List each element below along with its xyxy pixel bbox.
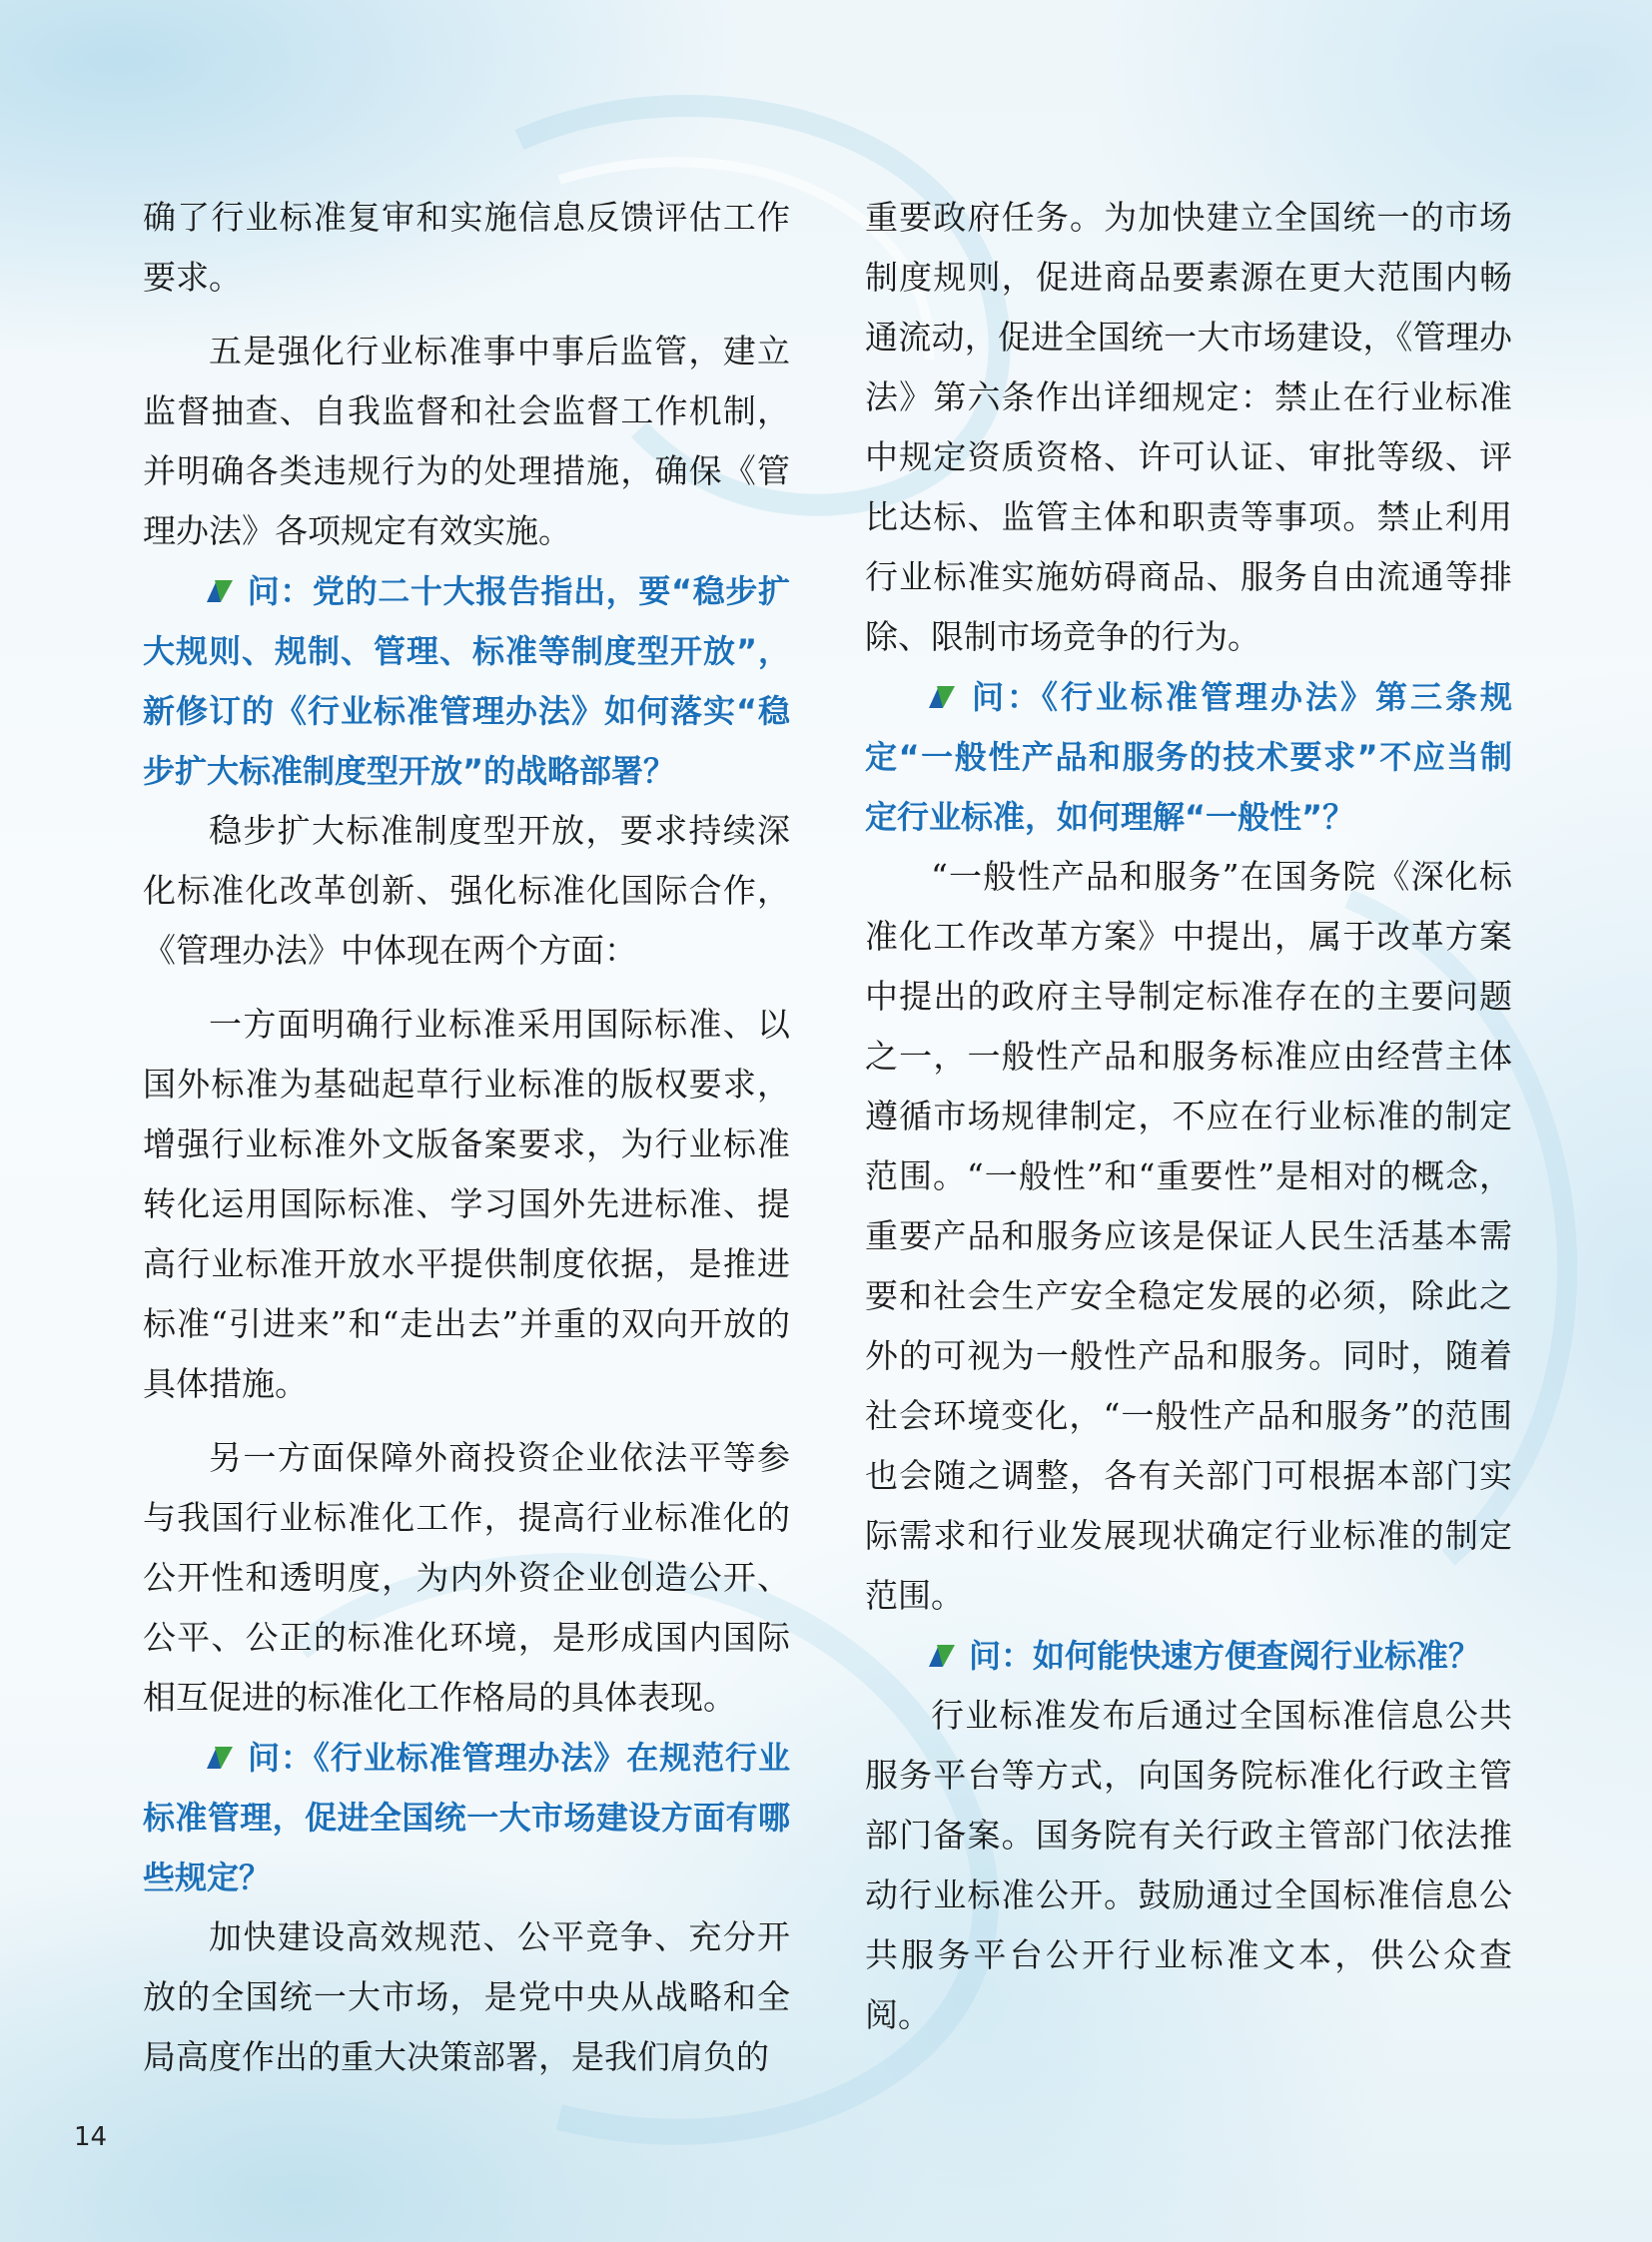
left-question-heading: [143, 561, 790, 801]
question-text: 问：《行业标准管理办法》在规范行业标准管理，促进全国统一大市场建设方面有哪些规定？: [143, 1739, 790, 1896]
left-body-paragraph: 稳步扩大标准制度型开放，要求持续深化标准化改革创新、强化标准化国际合作，《管理办法》中体现在两个方面：: [143, 811, 790, 970]
left-question-heading: [143, 1728, 790, 1907]
triangle-marker-icon: [205, 576, 235, 604]
right-column: [865, 188, 1512, 2045]
left-column: [143, 188, 790, 2087]
triangle-marker-icon: [205, 1743, 235, 1771]
right-question-heading: [865, 1626, 1512, 1686]
left-body-paragraph: 一方面明确行业标准采用国际标准、以国外标准为基础起草行业标准的版权要求，增强行业标准外文版备案要求，为行业标准转化运用国际标准、学习国外先进标准、提高行业标准开放水平提供制度依据，是推进标准“引进来”和“走出去”并重的双向开放的具体措施。: [143, 1005, 790, 1403]
question-text: 问：如何能快速方便查阅行业标准？: [969, 1637, 1481, 1675]
left-body-paragraph: 另一方面保障外商投资企业依法平等参与我国行业标准化工作，提高行业标准化的公开性和透明度，为内外资企业创造公开、公平、公正的标准化环境，是形成国内国际相互促进的标准化工作格局的具体表现。: [143, 1438, 790, 1717]
right-body-paragraph: 行业标准发布后通过全国标准信息公共服务平台等方式，向国务院标准化行政主管部门备案。国务院有关行政主管部门依法推动行业标准公开。鼓励通过全国标准信息公共服务平台公开行业标准文本，供公众查阅。: [865, 1696, 1512, 2034]
page-number: 14: [74, 2122, 108, 2152]
left-body-paragraph: 加快建设高效规范、公平竞争、充分开放的全国统一大市场，是党中央从战略和全局高度作出的重大决策部署，是我们肩负的: [143, 1917, 790, 2076]
question-text: 问：党的二十大报告指出，要“稳步扩大规则、规制、管理、标准等制度型开放”，新修订的《行业标准管理办法》如何落实“稳步扩大标准制度型开放”的战略部署？: [143, 572, 790, 790]
triangle-marker-icon: [927, 1641, 957, 1669]
left-body-paragraph: 确了行业标准复审和实施信息反馈评估工作要求。: [143, 198, 790, 297]
left-body-paragraph: 五是强化行业标准事中事后监管，建立监督抽查、自我监督和社会监督工作机制，并明确各类违规行为的处理措施，确保《管理办法》各项规定有效实施。: [143, 332, 790, 550]
triangle-marker-icon: [927, 682, 957, 710]
right-body-paragraph: “一般性产品和服务”在国务院《深化标准化工作改革方案》中提出，属于改革方案中提出的政府主导制定标准存在的主要问题之一，一般性产品和服务标准应由经营主体遵循市场规律制定，不应在行业标准的制定范围。“一般性”和“重要性”是相对的概念，重要产品和服务应该是保证人民生活基本需要和社会生产安全稳定发展的必须，除此之外的可视为一般性产品和服务。同时，随着社会环境变化，“一般性产品和服务”的范围也会随之调整，各有关部门可根据本部门实际需求和行业发展现状确定行业标准的制定范围。: [865, 857, 1512, 1615]
question-text: 问：《行业标准管理办法》第三条规定“一般性产品和服务的技术要求”不应当制定行业标准，如何理解“一般性”？: [865, 678, 1512, 836]
right-question-heading: [865, 667, 1512, 847]
right-body-paragraph: 重要政府任务。为加快建立全国统一的市场制度规则，促进商品要素源在更大范围内畅通流动，促进全国统一大市场建设，《管理办法》第六条作出详细规定：禁止在行业标准中规定资质资格、许可认证、审批等级、评比达标、监管主体和职责等事项。禁止利用行业标准实施妨碍商品、服务自由流通等排除、限制市场竞争的行为。: [865, 198, 1512, 656]
